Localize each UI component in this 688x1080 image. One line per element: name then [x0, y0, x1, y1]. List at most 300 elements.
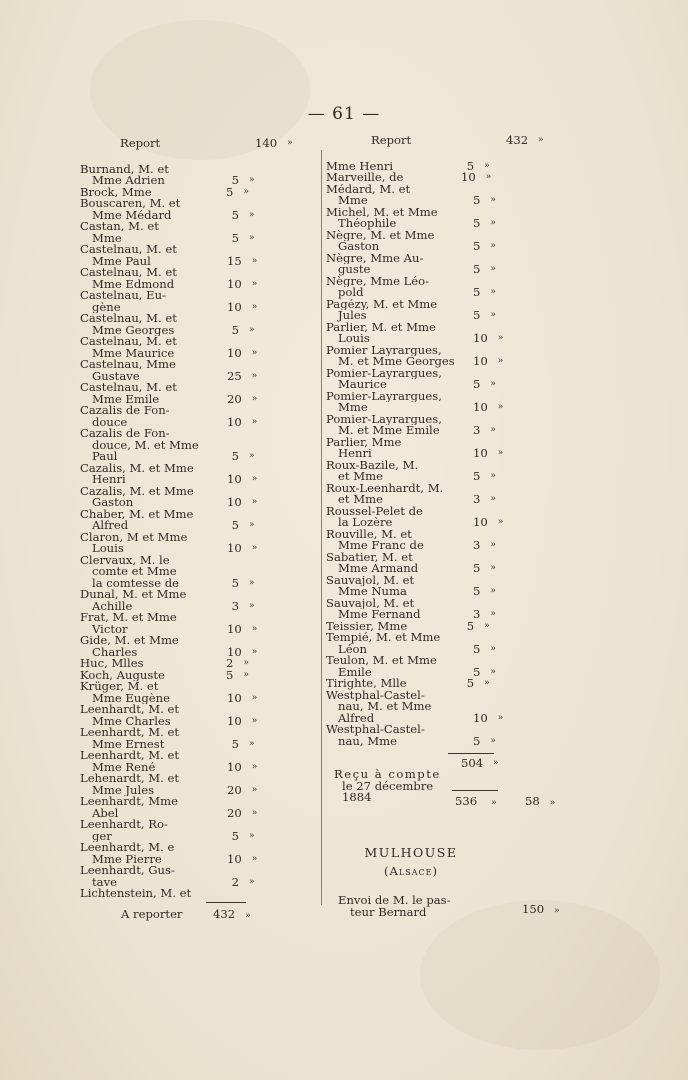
donation-amount: 5 [473, 733, 481, 748]
donor-name: Castan, M. et [80, 221, 159, 233]
report-amount: 140 [255, 136, 278, 150]
donor-name: Bouscaren, M. et [80, 198, 181, 210]
donor-entry [326, 321, 504, 345]
ditto-mark: » [251, 301, 258, 312]
ditto-mark: » [549, 798, 556, 808]
entry-line [80, 828, 260, 843]
donation-amount: 10 [227, 414, 242, 429]
entry-line [326, 195, 496, 207]
donor-name: Mme Fernand [338, 609, 421, 621]
ditto-mark: » [251, 416, 258, 427]
entry-line [326, 331, 504, 345]
donation-amount: 5 [231, 322, 240, 337]
recu-line: le 27 décembre [342, 778, 434, 793]
entry-line [80, 414, 260, 429]
donor-name: Castelnau, Eu- [80, 290, 167, 302]
ditto-mark: » [497, 356, 504, 366]
entry-line [326, 515, 504, 529]
donor-name: Louis [92, 543, 124, 555]
donation-amount: 3 [473, 423, 481, 437]
entry-line [80, 621, 260, 636]
donor-entry [80, 773, 260, 796]
donor-name: nau, Mme [338, 735, 397, 747]
ditto-mark: » [249, 600, 255, 611]
donor-name: Castelnau, M. et [80, 382, 177, 394]
a-reporter-label: A reporter [121, 907, 183, 921]
ditto-mark: » [484, 678, 490, 688]
donation-amount: 15 [227, 253, 242, 268]
donation-amount: 10 [227, 621, 242, 636]
entry-line [326, 733, 496, 748]
entry-line [80, 253, 260, 268]
entry-line [326, 618, 496, 633]
entry-line [326, 354, 504, 368]
entry-line [326, 276, 496, 288]
entry-line [80, 888, 260, 900]
ditto-mark: » [493, 758, 499, 768]
donation-amount: 20 [227, 782, 242, 797]
ditto-mark: » [249, 738, 255, 749]
ditto-mark: » [243, 669, 249, 680]
entry-line [326, 437, 496, 449]
entry-line [80, 368, 260, 383]
donor-name: Louis [338, 333, 370, 345]
right-total: 504 [461, 756, 484, 770]
donor-name: Mme Jules [92, 784, 155, 796]
ditto-mark: » [484, 620, 490, 631]
donor-name: Roussel-Pelet de [326, 505, 423, 517]
donor-entry [80, 667, 260, 682]
donation-amount: 10 [227, 495, 242, 509]
donor-name: Alfred [92, 520, 129, 532]
entry-line [326, 172, 496, 184]
donor-name: Clervaux, M. le [80, 554, 170, 566]
entry-line [326, 264, 496, 276]
report-label: Report [371, 135, 412, 147]
envoi-entry [338, 895, 451, 918]
donor-name: Chaber, M. et Mme [80, 508, 194, 520]
donation-amount: 5 [473, 285, 481, 299]
ditto-mark: » [249, 324, 255, 335]
donor-name: Mme Armand [338, 563, 419, 575]
ditto-mark: » [490, 195, 496, 205]
ditto-mark: » [490, 471, 496, 481]
ditto-mark: » [251, 692, 258, 703]
entry-line [80, 543, 260, 555]
entry-line [326, 471, 496, 483]
donor-name: Jules [338, 310, 367, 322]
ditto-mark: » [490, 425, 496, 435]
section-subtitle: (Alsace) [384, 864, 438, 878]
donation-amount: 5 [231, 449, 240, 463]
donor-entry [326, 276, 496, 299]
donor-name: Roux-Bazile, M. [326, 459, 419, 471]
donor-entry [80, 589, 260, 612]
ditto-mark: » [251, 278, 258, 289]
entry-line [80, 520, 260, 532]
donor-entry [326, 575, 496, 598]
entry-line [80, 184, 260, 199]
entry-line [326, 379, 496, 391]
donor-name: Dunal, M. et Mme [80, 589, 187, 601]
donation-amount: 10 [473, 400, 488, 414]
donor-name: Maurice [338, 379, 387, 391]
donor-name: Cazalis de Fon- [80, 405, 170, 417]
donor-entry [326, 344, 504, 368]
ditto-mark: » [497, 712, 504, 723]
donor-name: Henri [92, 474, 126, 486]
ditto-mark: » [497, 402, 504, 412]
envoi-line: Envoi de M. le pas- [338, 893, 451, 907]
ditto-mark: » [485, 172, 492, 182]
donor-name: Westphal-Castel- [326, 689, 425, 701]
ditto-mark: » [490, 379, 496, 389]
entry-line [326, 345, 496, 357]
entry-line [326, 701, 496, 713]
ditto-mark: » [490, 609, 496, 619]
donor-entry [326, 230, 496, 253]
donor-name: Frat, M. et Mme [80, 612, 177, 624]
donation-amount: 10 [227, 690, 242, 705]
donor-entry [326, 460, 496, 483]
donor-entry [80, 382, 260, 405]
ditto-mark: » [287, 138, 293, 148]
donor-name: et Mme [338, 494, 383, 506]
donation-amount: 5 [473, 239, 481, 253]
donor-name: Pomier Layrargues, [326, 344, 442, 356]
donor-entry [80, 635, 260, 658]
donor-name: Sauvajol, M. et [326, 597, 415, 609]
entry-line [80, 207, 260, 222]
entry-line [326, 724, 496, 736]
donation-amount: 5 [231, 575, 240, 590]
ditto-mark: » [249, 451, 255, 461]
entry-line [326, 563, 496, 575]
entry-line [80, 851, 260, 866]
donor-entry [80, 842, 260, 865]
entry-line [80, 874, 260, 889]
donor-name: Mme Georges [92, 324, 175, 336]
paper-stain [420, 900, 660, 1050]
entry-line [326, 655, 496, 667]
donation-amount: 5 [473, 262, 481, 276]
entry-line [326, 400, 504, 414]
donor-name: Henri [338, 448, 372, 460]
donor-name: Krüger, M. et [80, 681, 159, 693]
donor-entry [80, 221, 260, 244]
ditto-mark: » [245, 911, 251, 921]
recu-rule [452, 790, 498, 791]
a-reporter-amount [213, 907, 251, 921]
recu-line: 1884 [342, 790, 372, 804]
donor-entry [80, 164, 260, 187]
donor-entry [80, 198, 260, 221]
recu-line: Reçu à compte [334, 767, 441, 781]
section-title: MULHOUSE [364, 845, 458, 860]
ditto-mark: » [490, 540, 496, 550]
donor-name: Mme Numa [338, 586, 407, 598]
donor-name: Burnand, M. et [80, 163, 169, 175]
ditto-mark: » [249, 209, 255, 220]
donor-name: guste [338, 264, 371, 276]
donation-amount: 5 [473, 469, 481, 483]
donor-entry [80, 555, 260, 590]
entry-line [80, 658, 260, 670]
entry-line [80, 555, 260, 567]
entry-line [326, 391, 496, 403]
ditto-mark: » [251, 347, 258, 358]
donation-amount: 5 [225, 184, 234, 199]
donor-entry [80, 184, 260, 199]
donation-amount: 10 [227, 713, 242, 728]
donation-amount: 10 [227, 644, 242, 659]
ditto-mark: » [243, 658, 249, 668]
ditto-mark: » [490, 287, 496, 297]
donation-amount: 10 [227, 472, 242, 486]
donor-name: Théophile [338, 218, 397, 230]
donor-name: ger [92, 830, 112, 842]
report-amount: 432 [506, 133, 529, 147]
donor-name: Mme Pierre [92, 853, 162, 865]
donor-name: pold [338, 287, 364, 299]
donation-amount: 5 [473, 193, 481, 207]
entry-line [326, 586, 496, 598]
entry-line [326, 207, 496, 219]
entry-line [326, 690, 496, 702]
donor-entry [80, 865, 260, 888]
donor-name: comte et Mme [92, 566, 177, 578]
donation-amount: 3 [473, 607, 481, 621]
donor-entry [326, 184, 496, 207]
entry-line [326, 552, 496, 564]
ditto-mark: » [491, 798, 497, 808]
ditto-mark: » [490, 666, 496, 677]
donor-name: Mme Emile [92, 393, 160, 405]
entry-line [326, 310, 496, 322]
donor-entry [326, 483, 496, 506]
donor-name: Marveille, de [326, 172, 404, 184]
entry-line [326, 598, 496, 610]
entry-line [326, 483, 496, 495]
ditto-mark: » [251, 393, 258, 404]
donation-amount: 10 [473, 446, 488, 460]
entry-line [326, 230, 496, 242]
donor-name: Gide, M. et Mme [80, 635, 179, 647]
ditto-mark: » [490, 241, 496, 251]
ditto-mark: » [251, 853, 258, 864]
donor-name: Mme [338, 195, 368, 207]
entry-line [80, 782, 260, 797]
donor-name: Gaston [338, 241, 380, 253]
donor-name: Achille [92, 600, 133, 612]
donor-name: Mme Maurice [92, 347, 175, 359]
donor-name: Roux-Leenhardt, M. [326, 482, 444, 494]
donor-name: douce, M. et Mme [92, 439, 199, 451]
donation-amount: 2 [225, 656, 234, 670]
ditto-mark: » [249, 232, 255, 243]
donor-name: Victor [92, 623, 128, 635]
ditto-mark: » [251, 761, 258, 772]
donor-entry [80, 532, 260, 555]
entry-line [326, 710, 504, 725]
ditto-mark: » [497, 448, 504, 458]
donor-entry [326, 689, 504, 725]
entry-line [326, 414, 496, 426]
ditto-mark: » [251, 497, 258, 507]
donor-entry [80, 463, 260, 486]
donor-entry [326, 414, 496, 437]
donor-name: Teulon, M. et Mme [326, 655, 437, 667]
ditto-mark: » [538, 135, 544, 145]
donor-name: Castelnau, Mme [80, 359, 176, 371]
donation-amount: 10 [227, 759, 242, 774]
donor-name: Castelnau, M. et [80, 244, 177, 256]
donor-entry [80, 888, 260, 900]
ditto-mark: » [251, 784, 258, 795]
donation-amount: 5 [473, 664, 481, 679]
entry-line [326, 678, 496, 690]
donor-name: Leenhardt, Ro- [80, 819, 168, 831]
donation-amount: 3 [231, 598, 240, 613]
ditto-mark: » [251, 715, 258, 726]
donation-amount: 5 [473, 561, 481, 575]
donation-amount: 10 [473, 515, 488, 529]
donation-amount: 20 [227, 391, 242, 406]
donor-entry [326, 724, 496, 747]
donor-name: Mme Edmond [92, 278, 175, 290]
donor-name: Mme [92, 232, 122, 244]
donor-entry [80, 612, 260, 635]
donor-name: Westphal-Castel- [326, 724, 425, 736]
donor-name: Castelnau, M. et [80, 313, 177, 325]
donor-name: Tirighte, Mlle [326, 678, 407, 690]
entry-line [326, 184, 496, 196]
side-value: 58 [525, 794, 540, 808]
donor-name: Leenhardt, M. e [80, 842, 175, 854]
entry-line [326, 299, 496, 311]
right-entry-list [326, 158, 504, 748]
donation-amount: 3 [473, 538, 481, 552]
ditto-mark: » [251, 807, 258, 818]
donation-amount: 5 [466, 676, 475, 690]
donor-entry [326, 678, 496, 690]
donation-amount: 5 [231, 518, 240, 532]
donor-name: Sauvajol, M. et [326, 574, 415, 586]
donor-name: Charles [92, 646, 138, 658]
donation-amount: 25 [227, 368, 242, 383]
entry-line [80, 497, 260, 509]
entry-line [326, 641, 496, 656]
donation-amount: 5 [473, 216, 481, 230]
ditto-mark: » [251, 646, 258, 657]
donor-name: Mme Paul [92, 255, 151, 267]
donor-entry [80, 750, 260, 773]
envoi-amount [522, 902, 560, 916]
donation-amount: 5 [473, 584, 481, 598]
donor-entry [80, 313, 260, 336]
donor-name: Gaston [92, 497, 134, 509]
ditto-mark: » [251, 623, 258, 634]
donor-entry [326, 253, 496, 276]
ditto-mark: » [490, 643, 496, 654]
side-amount [525, 794, 555, 808]
donor-name: Tempié, M. et Mme [326, 632, 441, 644]
entry-line [326, 322, 496, 334]
entry-line [80, 667, 260, 682]
donor-name: Pomier-Layrargues, [326, 367, 442, 379]
donation-amount: 5 [231, 828, 240, 843]
donor-name: Cazalis, M. et Mme [80, 462, 194, 474]
donor-name: Emile [338, 666, 372, 678]
entry-line [80, 230, 260, 245]
donation-amount: 5 [231, 736, 240, 751]
entry-line [80, 575, 260, 590]
donor-entry [80, 704, 260, 727]
donor-entry [326, 618, 496, 633]
entry-line [80, 805, 260, 820]
ditto-mark: » [249, 520, 255, 530]
donation-amount: 5 [466, 158, 475, 173]
entry-line [80, 713, 260, 728]
ditto-mark: » [497, 517, 504, 527]
entry-line [326, 529, 496, 541]
ditto-mark: » [490, 264, 496, 274]
donor-name: Lichtenstein, M. et [80, 888, 192, 900]
donation-amount: 10 [473, 354, 488, 368]
donor-name: M. et Mme Emile [338, 425, 440, 437]
donor-entry [80, 244, 260, 267]
donor-entry [326, 299, 496, 322]
donor-entry [326, 172, 496, 184]
entry-line [80, 451, 260, 463]
donor-name: Paul [92, 451, 118, 463]
ditto-mark: » [251, 370, 258, 381]
entry-line [326, 494, 496, 506]
donor-name: Leenhardt, Gus- [80, 865, 175, 877]
donor-entry [80, 658, 260, 670]
recu-value: 536 [455, 794, 478, 808]
entry-line [80, 759, 260, 774]
donor-entry [80, 727, 260, 750]
ditto-mark: » [490, 563, 496, 573]
donation-amount: 10 [473, 331, 488, 345]
ditto-mark: » [490, 218, 496, 228]
donor-name: Pagézy, M. et Mme [326, 298, 438, 310]
donor-name: Leenhardt, Mme [80, 796, 178, 808]
donor-entry [80, 405, 260, 428]
donor-name: la comtesse de [92, 577, 180, 589]
donor-name: Médard, M. et [326, 183, 411, 195]
ditto-mark: » [251, 474, 258, 484]
donation-amount: 5 [231, 207, 240, 222]
entry-line [80, 175, 260, 187]
donation-amount: 5 [473, 377, 481, 391]
report-label: Report [120, 138, 161, 150]
donor-entry [326, 505, 504, 529]
donor-name: Michel, M. et Mme [326, 206, 438, 218]
entry-line [326, 287, 496, 299]
entry-line [326, 632, 496, 644]
donor-entry [80, 509, 260, 532]
donation-amount: 10 [227, 851, 242, 866]
ditto-mark: » [251, 543, 258, 553]
ditto-mark: » [497, 333, 504, 343]
donor-name: Brock, Mme [80, 186, 152, 198]
donation-amount: 5 [231, 173, 240, 187]
left-report-header [80, 136, 293, 150]
envoi-line: teur Bernard [350, 904, 427, 919]
donor-name: Cazalis de Fon- [80, 428, 170, 440]
